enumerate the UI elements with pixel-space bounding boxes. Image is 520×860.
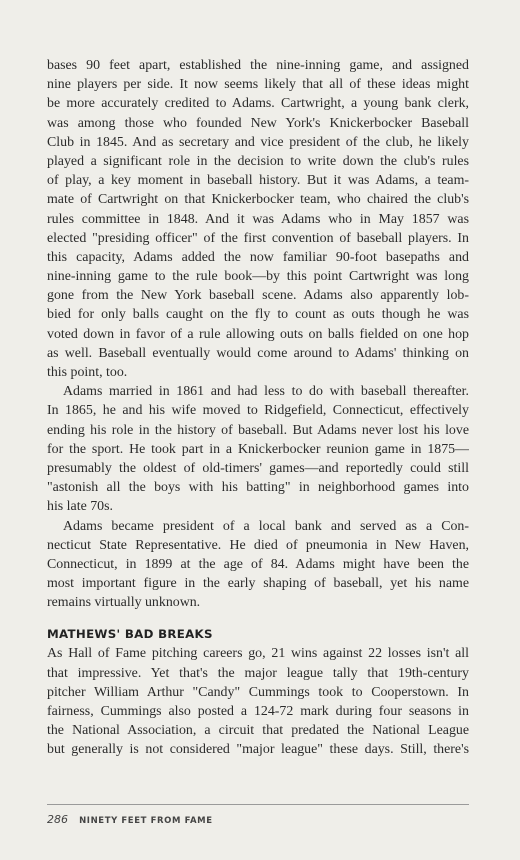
text-line: bied for only balls caught on the fly to count as outs though he was xyxy=(47,307,469,323)
text-line: nine-inning game to the rule book—by this point Cartwright was long xyxy=(47,269,469,285)
paragraph-3 xyxy=(47,517,469,613)
text-line: Club in 1845. And as secretary and vice president of the club, he likely xyxy=(47,134,469,150)
text-line: of play, a key moment in baseball history. But it was Adams, a team- xyxy=(47,173,469,189)
text-line: fairness, Cummings also posted a 124-72 mark during four seasons in xyxy=(47,704,469,719)
text-line: mate of Cartwright on that Knickerbocker team, who chaired the club's xyxy=(47,192,469,208)
text-line: but generally is not considered "major league" these days. Still, there's xyxy=(47,742,469,758)
body-text xyxy=(47,56,469,760)
running-title: NINETY FEET FROM FAME xyxy=(79,816,213,826)
text-line: gone from the New York baseball scene. Adams also apparently lob- xyxy=(47,288,469,304)
text-line: rules committee in 1848. And it was Adams who in May 1857 was xyxy=(47,211,469,227)
text-line: "astonish all the boys with his batting" in neighborhood games into xyxy=(47,480,469,496)
text-line: necticut State Representative. He died of pneumonia in New Haven, xyxy=(47,537,469,553)
paragraph-2 xyxy=(47,382,469,516)
text-line: most important figure in the early shaping of baseball, yet his name xyxy=(47,576,469,592)
page-footer xyxy=(47,810,469,826)
text-line: remains virtually unknown. xyxy=(47,595,201,611)
text-line: this capacity, Adams added the now familiar 90-foot basepaths and xyxy=(47,249,469,265)
page-number: 286 xyxy=(47,813,68,826)
text-line: In 1865, he and his wife moved to Ridgefield, Connecticut, effectively xyxy=(47,403,469,419)
text-line: played a significant role in the decision to write down the club's rules xyxy=(47,153,469,169)
text-line: that impressive. Yet that's the major league tally that 19th-century xyxy=(47,665,469,681)
text-line: presumably the oldest of old-timers' games—and reportedly could still xyxy=(47,460,469,476)
section-paragraph xyxy=(47,644,469,759)
text-line: bases 90 feet apart, established the nine-inning game, and assigned xyxy=(47,58,469,73)
text-line: Adams married in 1861 and had less to do with baseball thereafter. xyxy=(63,384,469,400)
text-line: his late 70s. xyxy=(47,499,113,515)
text-line: elected "presiding officer" of the first convention of baseball players. In xyxy=(47,230,469,246)
text-line: be more accurately credited to Adams. Cartwright, a young bank clerk, xyxy=(47,96,469,112)
footer-rule xyxy=(47,804,469,805)
text-line: this point, too. xyxy=(47,365,128,380)
text-line: voted down in favor of a rule allowing outs on balls fielded on one hop xyxy=(47,326,469,342)
text-line: Adams became president of a local bank and served as a Con- xyxy=(63,518,469,534)
section-heading: MATHEWS' BAD BREAKS xyxy=(47,627,213,642)
text-line: ending his role in the history of baseball. But Adams never lost his love xyxy=(47,422,469,438)
paragraph-1 xyxy=(47,56,469,382)
text-line: nine players per side. It now seems likely that all of these ideas might xyxy=(47,77,469,93)
text-line: As Hall of Fame pitching careers go, 21 wins against 22 losses isn't all xyxy=(47,646,469,662)
text-line: for the sport. He took part in a Knickerbocker reunion game in 1875— xyxy=(47,441,469,457)
text-line: pitcher William Arthur "Candy" Cummings took to Cooperstown. In xyxy=(47,684,469,700)
text-line: was among those who founded New York's Knickerbocker Baseball xyxy=(47,115,469,131)
text-line: as well. Baseball eventually would come around to Adams' thinking on xyxy=(47,345,469,361)
text-line: the National Association, a circuit that predated the National League xyxy=(47,723,469,739)
text-line: Connecticut, in 1899 at the age of 84. Adams might have been the xyxy=(47,556,469,572)
